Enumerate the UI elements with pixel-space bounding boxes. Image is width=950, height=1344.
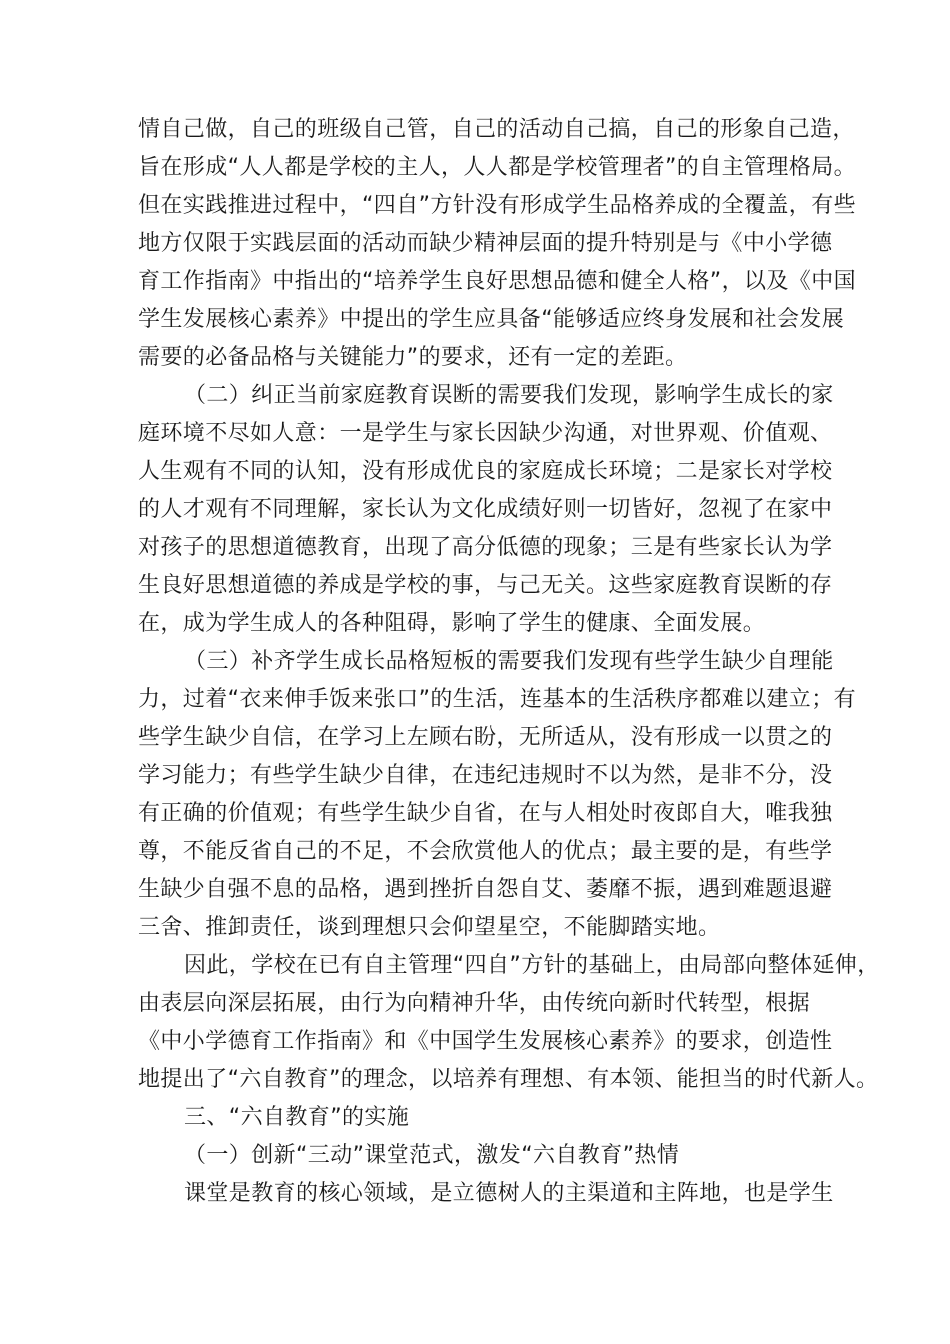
text-line: 需要的必备品格与关键能力”的要求，还有一定的差距。	[138, 345, 688, 370]
section-heading-2: （二）纠正当前家庭教育误断的需要我们发现，影响学生成长的家	[184, 383, 834, 408]
text-line: 有正确的价值观；有些学生缺少自省，在与人相处时夜郎自大，唯我独	[138, 801, 833, 826]
text-line: 课堂是教育的核心领域，是立德树人的主渠道和主阵地，也是学生	[184, 1181, 834, 1206]
text-line: 地提出了“六自教育”的理念，以培养有理想、有本领、能担当的时代新人。	[138, 1067, 879, 1092]
text-line: 但在实践推进过程中，“四自”方针没有形成学生品格养成的全覆盖，有些	[138, 193, 856, 218]
text-line: 尊，不能反省自己的不足，不会欣赏他人的优点；最主要的是，有些学	[138, 839, 833, 864]
text-line: 三舍、推卸责任，谈到理想只会仰望星空，不能脚踏实地。	[138, 915, 721, 940]
text-line: 对孩子的思想道德教育，出现了高分低德的现象；三是有些家长认为学	[138, 535, 833, 560]
text-line: 地方仅限于实践层面的活动而缺少精神层面的提升特别是与《中小学德	[138, 231, 833, 256]
text-line: 在，成为学生成人的各种阻碍，影响了学生的健康、全面发展。	[138, 611, 766, 636]
text-line: 些学生缺少自信，在学习上左顾右盼，无所适从，没有形成一以贯之的	[138, 725, 833, 750]
text-line: 生缺少自强不息的品格，遇到挫折自怨自艾、萎靡不振，遇到难题退避	[138, 877, 833, 902]
text-line: 情自己做，自己的班级自己管，自己的活动自己搞，自己的形象自己造，	[138, 117, 855, 142]
text-line: 育工作指南》中指出的“培养学生良好思想品德和健全人格”，以及《中国	[138, 269, 856, 294]
text-line: 旨在形成“人人都是学校的主人，人人都是学校管理者”的自主管理格局。	[138, 155, 856, 180]
chapter-heading: 三、“六自教育”的实施	[184, 1105, 410, 1130]
text-line: 学生发展核心素养》中提出的学生应具备“能够适应终身发展和社会发展	[138, 307, 845, 332]
text-line: 人生观有不同的认知，没有形成优良的家庭成长环境；二是家长对学校	[138, 459, 833, 484]
text-line: 的人才观有不同理解，家长认为文化成绩好则一切皆好，忽视了在家中	[138, 497, 833, 522]
section-heading-3: （三）补齐学生成长品格短板的需要我们发现有些学生缺少自理能	[184, 649, 834, 674]
text-line: 学习能力；有些学生缺少自律，在违纪违规时不以为然，是非不分，没	[138, 763, 833, 788]
subsection-heading: （一）创新“三动”课堂范式，激发“六自教育”热情	[184, 1143, 680, 1168]
text-line: 因此，学校在已有自主管理“四自”方针的基础上，由局部向整体延伸，	[184, 953, 880, 978]
text-line: 由表层向深层拓展，由行为向精神升华，由传统向新时代转型，根据	[138, 991, 811, 1016]
text-line: 《中小学德育工作指南》和《中国学生发展核心素养》的要求，创造性	[138, 1029, 833, 1054]
text-line: 庭环境不尽如人意：一是学生与家长因缺少沟通，对世界观、价值观、	[138, 421, 833, 446]
text-line: 力，过着“衣来伸手饭来张口”的生活，连基本的生活秩序都难以建立；有	[138, 687, 856, 712]
text-line: 生良好思想道德的养成是学校的事，与己无关。这些家庭教育误断的存	[138, 573, 833, 598]
